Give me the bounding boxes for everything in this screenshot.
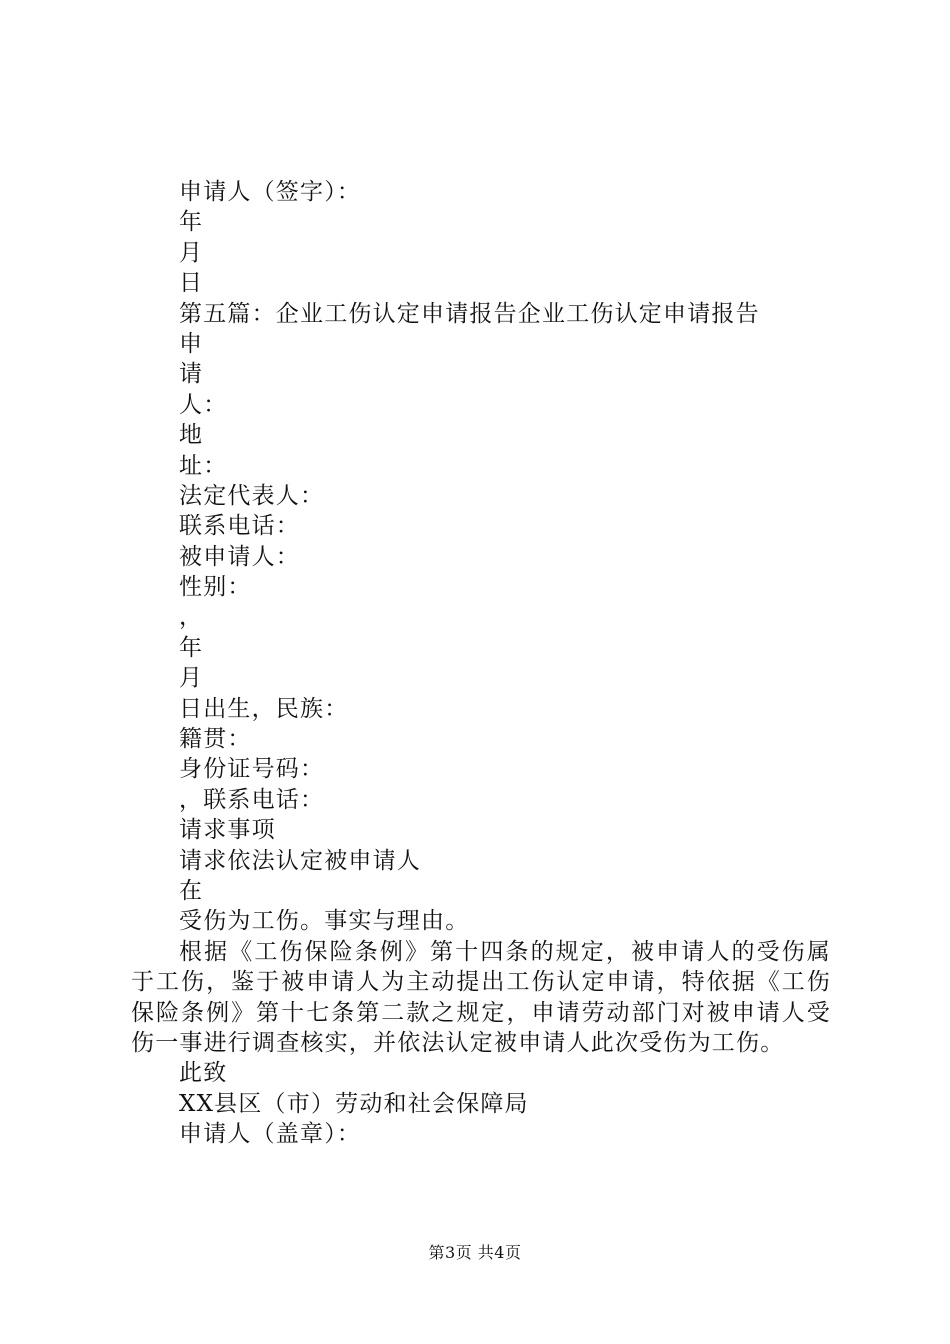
text-line: 日 xyxy=(179,270,204,297)
signature-line: 申请人（盖章）： xyxy=(179,1121,362,1148)
text-line: 日出生，民族： xyxy=(179,695,349,722)
text-line: 在 xyxy=(179,877,204,904)
text-line: 请求依法认定被申请人 xyxy=(179,847,421,874)
text-line: 受伤为工伤。事实与理由。 xyxy=(179,908,470,935)
text-line: 法定代表人： xyxy=(179,482,325,509)
text-line: 月 xyxy=(179,239,204,266)
section-heading: 第五篇：企业工伤认定申请报告企业工伤认定申请报告 xyxy=(179,300,760,327)
text-line: 人： xyxy=(179,391,228,418)
text-line: 年 xyxy=(179,634,204,661)
document-body xyxy=(131,177,831,1150)
text-line: 请求事项 xyxy=(179,817,276,844)
text-line: ，联系电话： xyxy=(179,786,325,813)
text-line: 联系电话： xyxy=(179,513,300,540)
lines-before xyxy=(131,177,831,937)
text-line: 年 xyxy=(179,209,204,236)
text-line: 申 xyxy=(179,330,204,357)
text-line: 被申请人： xyxy=(179,543,300,570)
text-line: 籍贯： xyxy=(179,726,252,753)
page-footer xyxy=(0,1242,950,1264)
text-line: 此致 xyxy=(179,1060,228,1087)
text-line: 请 xyxy=(179,361,204,388)
body-paragraph: 根据《工伤保险条例》第十四条的规定，被申请人的受伤属于工伤，鉴于被申请人为主动提出工伤认定申请，特依据《工伤保险条例》第十七条第二款之规定，申请劳动部门对被申请人受伤一事进行调查核实，并依法认定被申请人此次受伤为工伤。 xyxy=(131,938,831,1056)
page-number-label: 第3页 共4页 xyxy=(428,1243,522,1262)
text-line: 地 xyxy=(179,422,204,449)
text-line: ， xyxy=(179,604,204,631)
lines-after xyxy=(131,1058,831,1149)
text-line: 性别： xyxy=(179,574,252,601)
text-line: 申请人（签字）： xyxy=(179,179,362,205)
recipient-line: XX县区（市）劳动和社会保障局 xyxy=(179,1090,529,1117)
text-line: 身份证号码： xyxy=(179,756,325,783)
text-line: 址： xyxy=(179,452,228,479)
text-line: 月 xyxy=(179,665,204,692)
